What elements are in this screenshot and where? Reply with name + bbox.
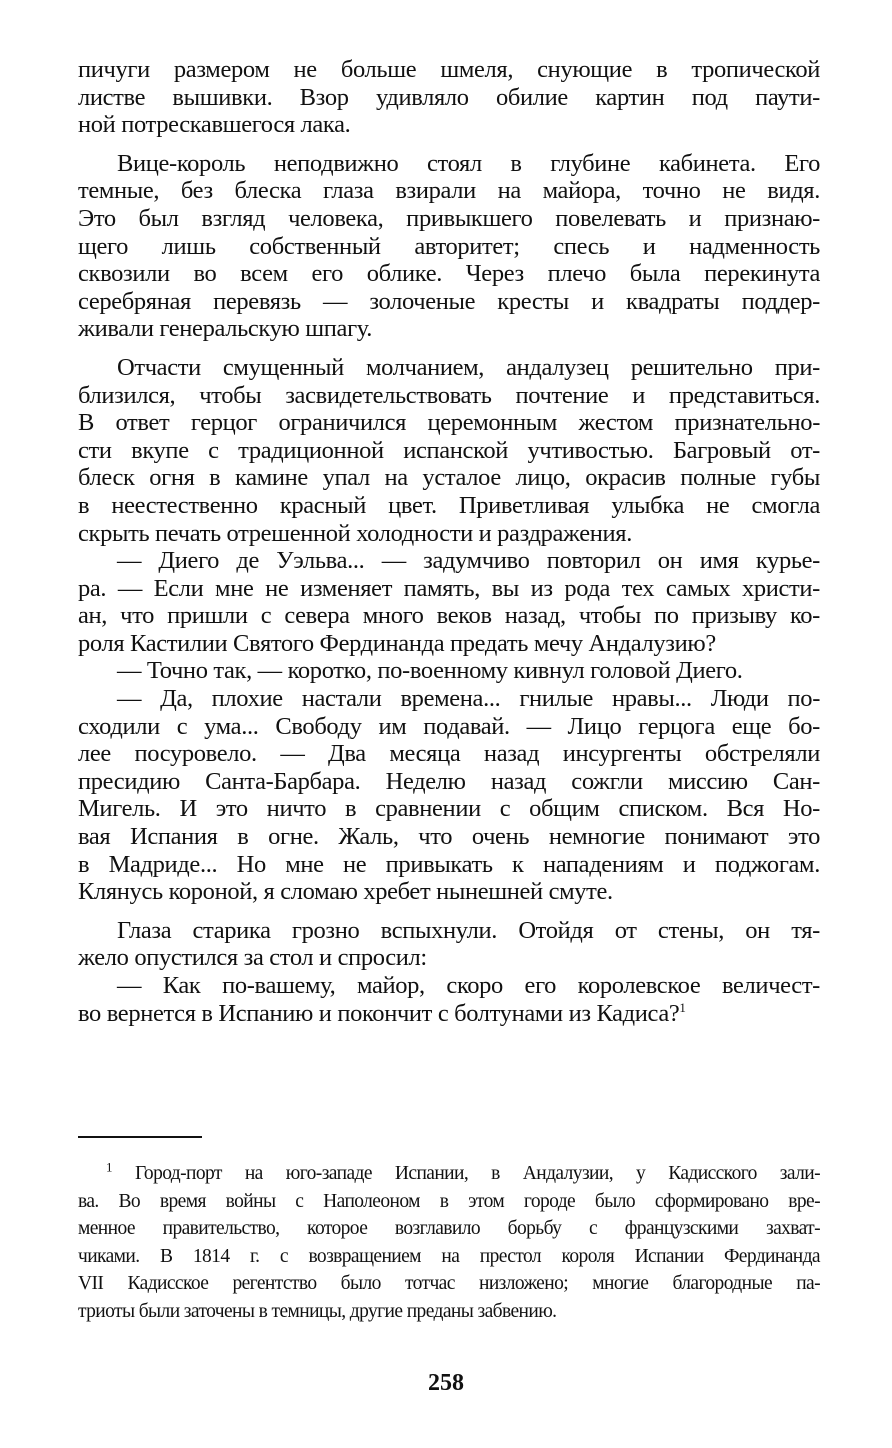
paragraph [78, 150, 820, 343]
text-line: Мигель. И это ничто в сравнении с общим списком. Вся Но- [78, 795, 820, 823]
page-number: 258 [428, 1370, 464, 1396]
body-text [78, 56, 820, 1027]
text-line: щего лишь собственный авторитет; спесь и надменность [78, 232, 820, 260]
text-line: жело опустился за стол и спросил: [78, 944, 427, 972]
text-line: пичуги размером не больше шмеля, снующие в тропической [78, 56, 820, 83]
footnote-line: менное правительство, которое возглавило борьбу с французскими захват- [78, 1218, 820, 1240]
footnote-line [78, 1160, 820, 1188]
text-line: живали генеральскую шпагу. [78, 315, 372, 343]
paragraph [78, 547, 820, 657]
footnote-divider [78, 1136, 202, 1138]
footnote-line: VII Кадисское регентство было тотчас низложено; многие благородные па- [78, 1273, 820, 1295]
text-line: роля Кастилии Святого Фердинанда предать мечу Андалузию? [78, 629, 716, 657]
paragraph [78, 685, 820, 906]
paragraph [78, 972, 820, 1027]
text-line: серебряная перевязь — золоченые кресты и квадраты поддер- [78, 287, 820, 315]
text-line: скрыть печать отрешенной холодности и раздражения. [78, 519, 632, 547]
text-line: — Как по-вашему, майор, скоро его королевское величест- [117, 972, 820, 999]
paragraph [78, 56, 820, 139]
text-line: сходили с ума... Свободу им подавай. — Лицо герцога еще бо- [78, 712, 820, 740]
text-line: темные, без блеска глаза взирали на майора, точно не видя. [78, 177, 820, 205]
paragraph [78, 657, 820, 685]
paragraph [78, 354, 820, 547]
text-line: лее посуровело. — Два месяца назад инсургенты обстреляли [78, 740, 820, 768]
text-line: — Да, плохие настали времена... гнилые нравы... Люди по- [117, 685, 820, 713]
text-line: листве вышивки. Взор удивляло обилие картин под паути- [78, 83, 820, 111]
text-line: Глаза старика грозно вспыхнули. Отойдя от стены, он тя- [117, 916, 820, 944]
text-line: вая Испания в огне. Жаль, что очень немногие понимают это [78, 823, 820, 851]
text-line: Клянусь короной, я сломаю хребет нынешней смуте. [78, 878, 613, 906]
text-line: в неестественно красный цвет. Приветливая улыбка не смогла [78, 491, 820, 519]
footnote-line: ва. Во время войны с Наполеоном в этом городе было сформировано вре- [78, 1190, 820, 1212]
text-line: пресидию Санта-Барбара. Неделю назад сожгли миссию Сан- [78, 767, 820, 795]
footnote-text: Город-порт на юго-западе Испании, в Андалузии, у Кадисского зали- [134, 1163, 821, 1184]
footnote-line: чиками. В 1814 г. с возвращением на престол короля Испании Фердинанда [78, 1245, 820, 1267]
text-line: сти вкупе с традиционной испанской учтивостью. Багровый от- [78, 436, 820, 464]
text-line: в Мадриде... Но мне не привыкать к нападениям и поджогам. [78, 850, 820, 878]
text-line: Отчасти смущенный молчанием, андалузец решительно при- [117, 353, 820, 381]
text-line: близился, чтобы засвидетельствовать почтение и представиться. [78, 381, 820, 409]
footnote-marker: 1 [106, 1159, 112, 1175]
text-line: Это был взгляд человека, привыкшего повелевать и признаю- [78, 204, 820, 232]
text-line: — Точно так, — коротко, по-военному кивнул головой Диего. [117, 657, 743, 685]
text-line: блеск огня в камине упал на усталое лицо, окрасив полные губы [78, 464, 820, 492]
text-line: В ответ герцог ограничился церемонным жестом признательно- [78, 409, 820, 437]
text-line: Вице-король неподвижно стоял в глубине кабинета. Его [117, 149, 820, 177]
text-line: во вернется в Испанию и покончит с болтунами из Кадиса?$^1$ [78, 999, 686, 1027]
paragraph [78, 917, 820, 972]
text-line: сквозили во всем его облике. Через плечо была перекинута [78, 260, 820, 288]
text-line: ан, что пришли с севера много веков назад, чтобы по призыву ко- [78, 602, 820, 630]
footnote-reference: 1 [679, 999, 686, 1015]
text-line: ной потрескавшегося лака. [78, 111, 351, 139]
footnote [78, 1160, 820, 1326]
footnote-line: триоты были заточены в темницы, другие преданы забвению. [78, 1300, 557, 1322]
text-line: ра. — Если мне не изменяет память, вы из рода тех самых христи- [78, 574, 820, 602]
text-line: — Диего де Уэльва... — задумчиво повторил он имя курье- [117, 547, 820, 575]
